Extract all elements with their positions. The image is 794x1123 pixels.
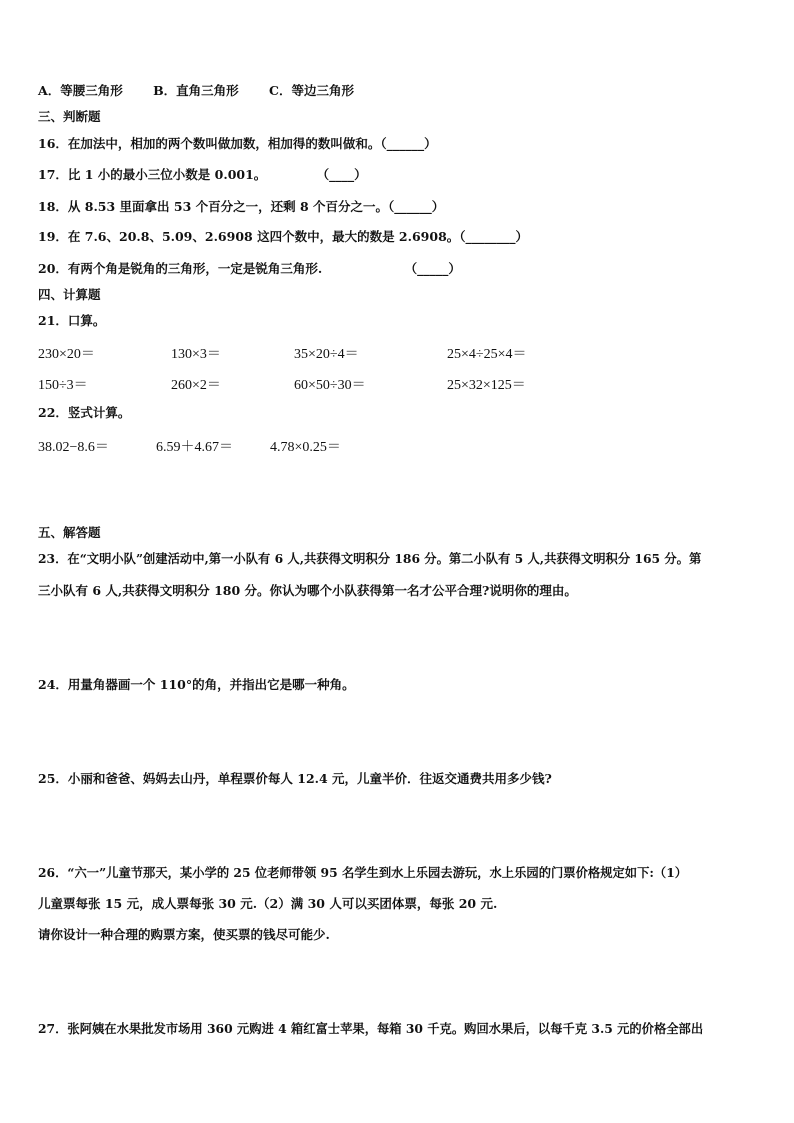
section-judge-heading: 三、判断题 bbox=[38, 109, 101, 124]
question-20-text: 20．有两个角是锐角的三角形，一定是锐角三角形. bbox=[38, 261, 323, 276]
q22-item-1: 38.02−8.6＝ bbox=[38, 440, 109, 455]
question-25: 25．小丽和爸爸、妈妈去山丹，单程票价每人 12.4 元，儿童半价．往返交通费共用多少钱? bbox=[38, 771, 552, 786]
section-calc-heading: 四、计算题 bbox=[38, 287, 101, 302]
question-27: 27．张阿姨在水果批发市场用 360 元购进 4 箱红富士苹果，每箱 30 千克。购回水果后，以每千克 3.5 元的价格全部出 bbox=[38, 1021, 704, 1036]
question-24: 24．用量角器画一个 110°的角，并指出它是哪一种角。 bbox=[38, 677, 355, 692]
question-17-blank: （____） bbox=[316, 167, 367, 182]
section-solve-heading: 五、解答题 bbox=[38, 525, 101, 540]
question-26-line-1: 26．“六一”儿童节那天，某小学的 25 位老师带领 95 名学生到水上乐园去游玩，水上乐园的门票价格规定如下:（1） bbox=[38, 865, 688, 880]
q15-option-c: C．等边三角形 bbox=[269, 83, 354, 98]
question-17 bbox=[38, 167, 367, 183]
q21-r2-c1: 150÷3＝ bbox=[38, 378, 88, 393]
q15-options bbox=[38, 83, 380, 99]
q22-item-3: 4.78×0.25＝ bbox=[270, 440, 341, 455]
q15-option-a: A．等腰三角形 bbox=[38, 83, 123, 98]
q15-option-b: B．直角三角形 bbox=[153, 83, 239, 98]
question-20-blank: （_____） bbox=[404, 261, 461, 276]
q21-r2-c3: 60×50÷30＝ bbox=[294, 378, 366, 393]
q21-r1-c1: 230×20＝ bbox=[38, 347, 95, 362]
question-23-line-2: 三小队有 6 人,共获得文明积分 180 分。你认为哪个小队获得第一名才公平合理?说明你的理由。 bbox=[38, 583, 577, 598]
question-21-title: 21．口算。 bbox=[38, 313, 106, 328]
question-26-line-2: 儿童票每张 15 元，成人票每张 30 元.（2）满 30 人可以买团体票，每张 20 元. bbox=[38, 896, 498, 911]
question-16: 16．在加法中，相加的两个数叫做加数，相加得的数叫做和。（______） bbox=[38, 136, 437, 151]
question-20 bbox=[38, 261, 461, 277]
question-23-line-1: 23．在“文明小队”创建活动中,第一小队有 6 人,共获得文明积分 186 分。第二小队有 5 人,共获得文明积分 165 分。第 bbox=[38, 551, 702, 566]
q21-r1-c4: 25×4÷25×4＝ bbox=[447, 347, 527, 362]
question-17-text: 17．比 1 小的最小三位小数是 0.001。 bbox=[38, 167, 267, 182]
q22-item-2: 6.59＋4.67＝ bbox=[156, 440, 233, 455]
q21-r2-c4: 25×32×125＝ bbox=[447, 378, 526, 393]
q21-r1-c2: 130×3＝ bbox=[171, 347, 221, 362]
q21-r1-c3: 35×20÷4＝ bbox=[294, 347, 359, 362]
question-26-line-3: 请你设计一种合理的购票方案，使买票的钱尽可能少. bbox=[38, 927, 330, 942]
q21-r2-c2: 260×2＝ bbox=[171, 378, 221, 393]
question-22-title: 22．竖式计算。 bbox=[38, 405, 131, 420]
question-19: 19．在 7.6、20.8、5.09、2.6908 这四个数中，最大的数是 2.6908。（________） bbox=[38, 229, 529, 244]
question-18: 18．从 8.53 里面拿出 53 个百分之一，还剩 8 个百分之一。（______） bbox=[38, 199, 445, 214]
